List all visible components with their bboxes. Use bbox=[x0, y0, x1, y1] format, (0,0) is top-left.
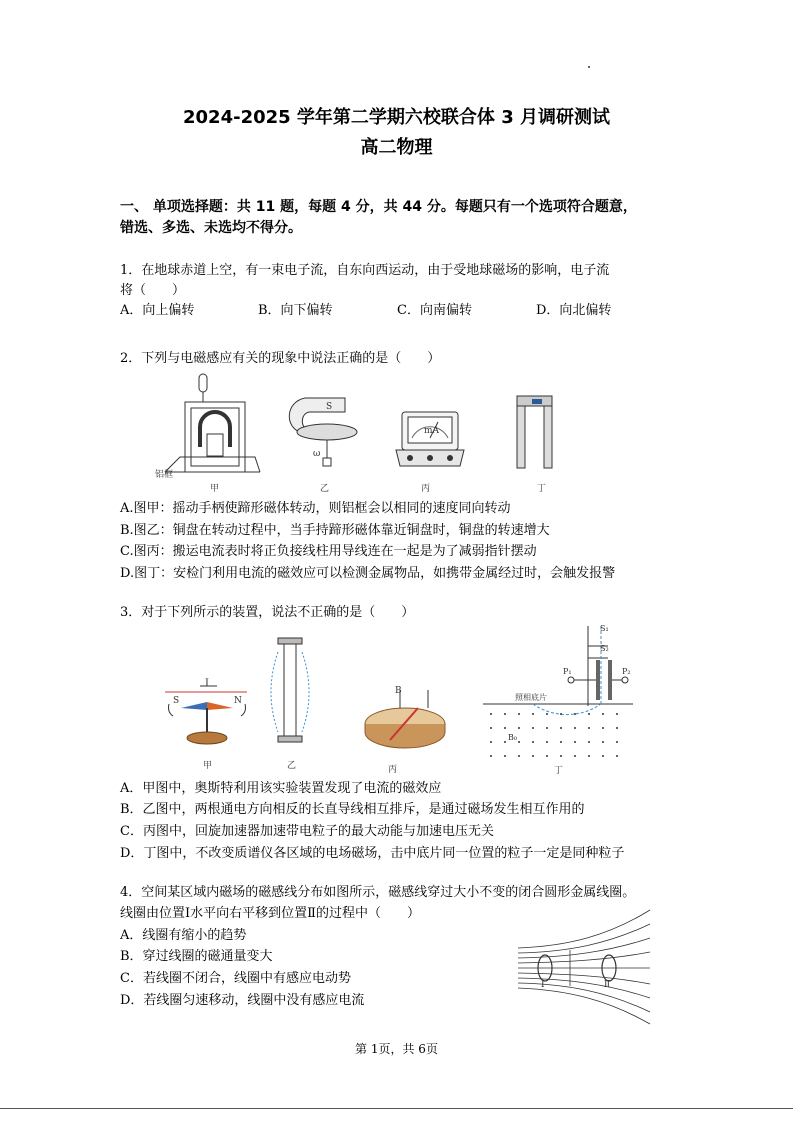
q3-fig-field-b0: B₀ bbox=[508, 733, 518, 742]
q3-figure-ding bbox=[483, 626, 633, 766]
q2-option-b: B.图乙：铜盘在转动过程中，当手持蹄形磁体靠近铜盘时，铜盘的转速增大 bbox=[120, 523, 550, 538]
q1-stem-line2: 将（ ） bbox=[120, 283, 186, 298]
q4-stem-line2: 线圈由位置Ⅰ水平向右平移到位置Ⅱ的过程中（ ） bbox=[120, 906, 420, 921]
q1-option-c: C．向南偏转 bbox=[397, 303, 472, 318]
q3-fig-photo-film: 照相底片 bbox=[515, 693, 547, 702]
q3-fig-caption-jia: 甲 bbox=[203, 761, 213, 771]
page-bottom-rule bbox=[0, 1108, 793, 1109]
q1-option-b: B．向下偏转 bbox=[258, 303, 333, 318]
q3-option-d: D．丁图中，不改变质谱仪各区域的电场磁场，击中底片同一位置的粒子一定是同种粒子 bbox=[120, 846, 625, 861]
q1-stem-line1: 1．在地球赤道上空，有一束电子流，自东向西运动，由于受地球磁场的影响，电子流 bbox=[120, 263, 610, 278]
scan-dot bbox=[588, 66, 590, 68]
q2-figure-yi bbox=[285, 392, 365, 472]
q3-fig-caption-yi: 乙 bbox=[287, 761, 297, 771]
q2-fig-omega: ω bbox=[313, 449, 321, 459]
q2-fig-ma: mA bbox=[424, 426, 440, 436]
q2-fig-label-aluminum-frame: 铝框 bbox=[155, 470, 174, 480]
q2-figure-ding bbox=[512, 392, 557, 472]
q3-fig-pole-n: N bbox=[234, 696, 242, 706]
q4-fig-position-2: Ⅱ bbox=[604, 980, 611, 990]
exam-subject: 高二物理 bbox=[360, 137, 433, 158]
q2-fig-caption-ding: 丁 bbox=[537, 484, 547, 494]
q4-stem-line1: 4．空间某区域内磁场的磁感线分布如图所示，磁感线穿过大小不变的闭合圆形金属线圈。 bbox=[120, 885, 636, 900]
q3-fig-pole-s: S bbox=[173, 696, 180, 706]
q3-option-a: A．甲图中，奥斯特利用该实验装置发现了电流的磁效应 bbox=[120, 781, 442, 796]
q2-fig-caption-bing: 丙 bbox=[421, 484, 431, 494]
q3-fig-caption-bing: 丙 bbox=[388, 765, 398, 775]
section-heading-line1: 一、 单项选择题：共 11 题，每题 4 分，共 44 分。每题只有一个选项符合题意， bbox=[120, 199, 637, 215]
q2-figure-jia bbox=[155, 372, 265, 477]
q4-option-d: D．若线圈匀速移动，线圈中没有感应电流 bbox=[120, 993, 365, 1008]
page-footer: 第 1页，共 6页 bbox=[355, 1042, 438, 1056]
q2-fig-magnet-s: S bbox=[326, 402, 333, 412]
q2-stem: 2．下列与电磁感应有关的现象中说法正确的是（ ） bbox=[120, 351, 441, 366]
q3-fig-slit-s2: S₂ bbox=[600, 644, 609, 653]
q2-fig-caption-jia: 甲 bbox=[210, 484, 220, 494]
q2-option-c: C.图丙：搬运电流表时将正负接线柱用导线连在一起是为了减弱指针摆动 bbox=[120, 544, 537, 559]
q3-fig-current-i: I bbox=[205, 678, 209, 689]
q1-option-d: D．向北偏转 bbox=[536, 303, 612, 318]
q3-fig-plate-p1: P₁ bbox=[563, 667, 572, 676]
q4-figure-field-lines bbox=[518, 908, 653, 1026]
q4-option-b: B．穿过线圈的磁通量变大 bbox=[120, 949, 273, 964]
q2-option-a: A.图甲：摇动手柄使蹄形磁体转动，则铝框会以相同的速度同向转动 bbox=[120, 501, 511, 516]
q3-figure-yi bbox=[270, 632, 315, 752]
section-heading-line2: 错选、多选、未选均不得分。 bbox=[120, 220, 302, 236]
q3-stem: 3．对于下列所示的装置，说法不正确的是（ ） bbox=[120, 605, 415, 620]
q2-figure-bing bbox=[396, 408, 466, 473]
q3-fig-slit-s1: S₁ bbox=[600, 624, 609, 633]
q3-fig-plate-p2: P₂ bbox=[622, 667, 631, 676]
q3-fig-caption-ding: 丁 bbox=[554, 766, 564, 776]
q3-figure-jia bbox=[165, 680, 250, 750]
q1-option-a: A．向上偏转 bbox=[120, 303, 195, 318]
q2-fig-caption-yi: 乙 bbox=[320, 484, 330, 494]
q4-option-a: A．线圈有缩小的趋势 bbox=[120, 928, 247, 943]
q4-option-c: C．若线圈不闭合，线圈中有感应电动势 bbox=[120, 971, 351, 986]
q2-option-d: D.图丁：安检门利用电流的磁效应可以检测金属物品，如携带金属经过时，会触发报警 bbox=[120, 566, 616, 581]
q3-option-b: B．乙图中，两根通电方向相反的长直导线相互排斥，是通过磁场发生相互作用的 bbox=[120, 802, 585, 817]
q3-fig-field-b: B bbox=[395, 686, 402, 696]
q3-figure-bing bbox=[360, 686, 450, 756]
q4-fig-position-1: Ⅰ bbox=[541, 980, 545, 990]
q3-option-c: C．丙图中，回旋加速器加速带电粒子的最大动能与加速电压无关 bbox=[120, 824, 494, 839]
exam-title: 2024-2025 学年第二学期六校联合体 3 月调研测试 bbox=[183, 107, 610, 128]
